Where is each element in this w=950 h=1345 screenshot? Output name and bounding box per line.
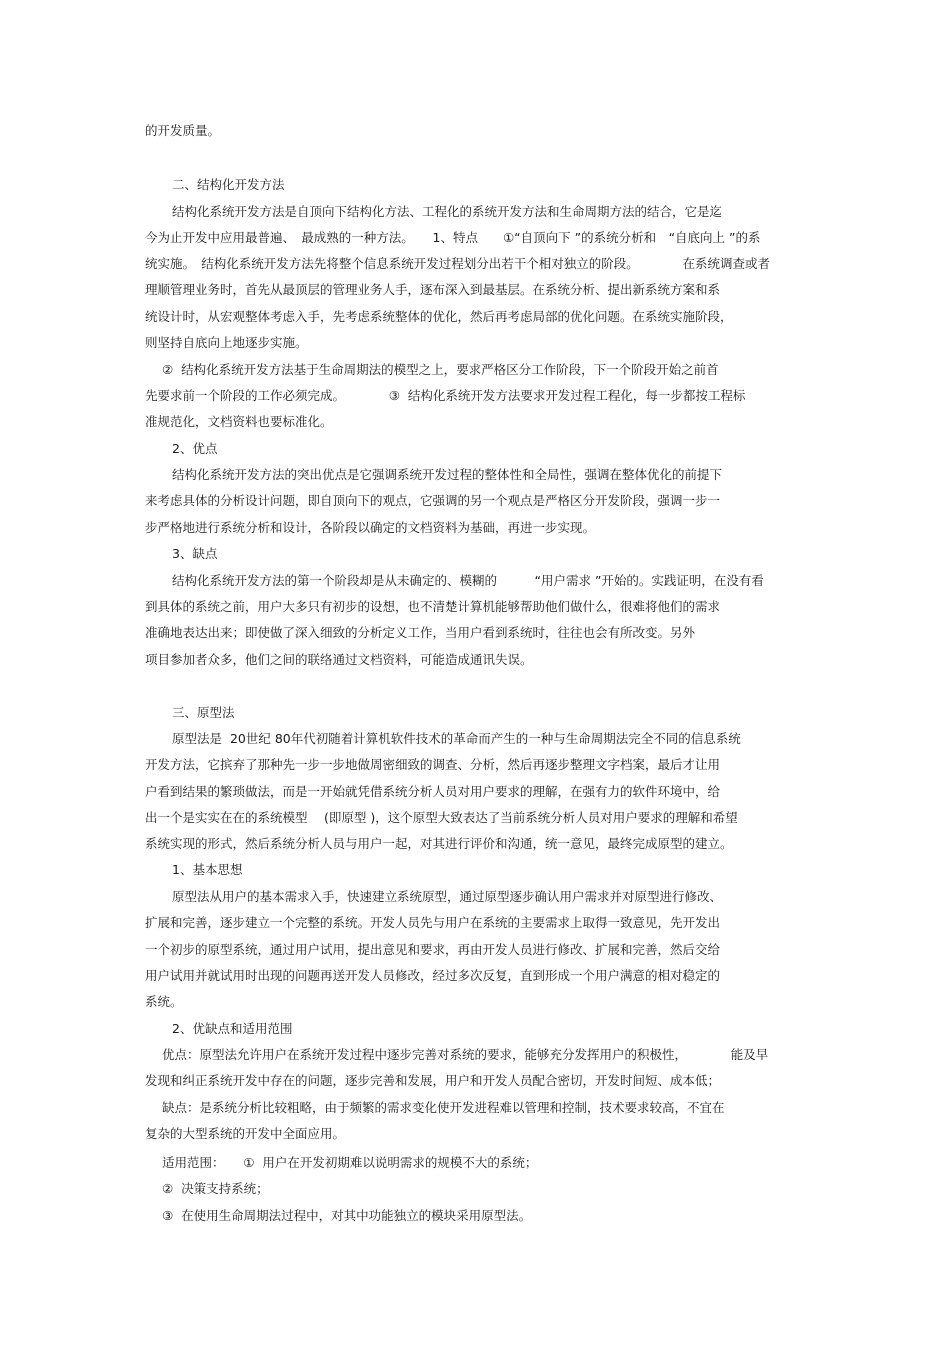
paragraph-line: 原型法是 20世纪 80年代初随着计算机软件技术的革命而产生的一种与生命周期法完全不同的信息系统 bbox=[172, 731, 741, 746]
paragraph-line: 户看到结果的繁琐做法，而是一开始就凭借系统分析人员对用户要求的理解，在强有力的软件环境中，给 bbox=[145, 784, 721, 799]
paragraph-line: 扩展和完善，逐步建立一个完整的系统。开发人员先与用户在系统的主要需求上取得一致意见，先开发出 bbox=[145, 915, 721, 930]
list-item: 适用范围： ① 用户在开发初期难以说明需求的规模不大的系统； bbox=[162, 1155, 538, 1170]
paragraph-line: 优点：原型法允许用户在系统开发过程中逐步完善对系统的要求，能够充分发挥用户的积极性， 能及早 bbox=[162, 1047, 769, 1062]
paragraph-line: 的开发质量。 bbox=[145, 123, 221, 138]
paragraph-line: 发现和纠正系统开发中存在的问题，逐步完善和发展，用户和开发人员配合密切，开发时间短、成本低； bbox=[145, 1073, 721, 1088]
paragraph-line: 结构化系统开发方法的第一个阶段却是从未确定的、模糊的 “用户需求 ”开始的。实践证明，在没有看 bbox=[172, 573, 764, 588]
paragraph-line: 结构化系统开发方法是自顶向下结构化方法、工程化的系统开发方法和生命周期方法的结合，它是迄 bbox=[172, 204, 723, 219]
subsection-heading: 3、缺点 bbox=[172, 546, 218, 561]
paragraph-line: 统实施。 结构化系统开发方法先将整个信息系统开发过程划分出若干个相对独立的阶段。 在系统调查或者 bbox=[145, 256, 771, 271]
paragraph-line: 一个初步的原型系统，通过用户试用，提出意见和要求，再由开发人员进行修改、扩展和完善，然后交给 bbox=[145, 942, 721, 957]
paragraph-line: 理顺管理业务时，首先从最顶层的管理业务人手，逐布深入到最基层。在系统分析、提出新系统方案和系 bbox=[145, 282, 721, 297]
subsection-heading: 2、优点 bbox=[172, 441, 218, 456]
paragraph-line: ② 结构化系统开发方法基于生命周期法的模型之上，要求严格区分工作阶段，下一个阶段开始之前首 bbox=[162, 362, 719, 377]
subsection-heading: 2、优缺点和适用范围 bbox=[172, 1021, 293, 1036]
paragraph-line: 结构化系统开发方法的突出优点是它强调系统开发过程的整体性和全局性，强调在整体优化的前提下 bbox=[172, 467, 723, 482]
paragraph-line: 今为止开发中应用最普遍、 最成熟的一种方法。 1、特点 ①“自顶向下 ”的系统分析和 “自底向上 ”的系 bbox=[145, 230, 761, 245]
paragraph-line: 统设计时，从宏观整体考虑入手，先考虑系统整体的优化，然后再考虑局部的优化问题。在系统实施阶段， bbox=[145, 309, 733, 324]
paragraph-line: 系统实现的形式，然后系统分析人员与用户一起，对其进行评价和沟通，统一意见，最终完成原型的建立。 bbox=[145, 836, 733, 851]
subsection-heading: 1、基本思想 bbox=[172, 862, 243, 877]
paragraph-line: 开发方法，它摈弃了那种先一步一步地做周密细致的调查、分析，然后再逐步整理文字档案，最后才让用 bbox=[145, 757, 721, 772]
list-item: ② 决策支持系统； bbox=[162, 1181, 269, 1196]
paragraph-line: 出一个是实实在在的系统模型 (即原型 )，这个原型大致表达了当前系统分析人员对用户要求的理解和希望 bbox=[145, 810, 738, 825]
paragraph-line: 步严格地进行系统分析和设计，各阶段以确定的文档资料为基础，再进一步实现。 bbox=[145, 520, 596, 535]
paragraph-line: 项目参加者众多，他们之间的联络通过文档资料，可能造成通讯失误。 bbox=[145, 652, 533, 667]
paragraph-line: 准确地表达出来；即使做了深入细致的分析定义工作，当用户看到系统时，往往也会有所改变。另外 bbox=[145, 625, 696, 640]
paragraph-line: 复杂的大型系统的开发中全面应用。 bbox=[145, 1126, 346, 1141]
list-item: ③ 在使用生命周期法过程中，对其中功能独立的模块采用原型法。 bbox=[162, 1208, 532, 1223]
paragraph-line: 则坚持自底向上地逐步实施。 bbox=[145, 335, 308, 350]
section-heading: 三、原型法 bbox=[172, 705, 235, 720]
paragraph-line: 到具体的系统之前，用户大多只有初步的设想，也不清楚计算机能够帮助他们做什么，很难将他们的需求 bbox=[145, 599, 721, 614]
paragraph-line: 缺点：是系统分析比较粗略，由于频繁的需求变化使开发进程难以管理和控制，技术要求较高，不宜在 bbox=[162, 1100, 725, 1115]
section-heading: 二、结构化开发方法 bbox=[172, 177, 285, 192]
paragraph-line: 来考虑具体的分析设计问题，即自顶向下的观点，它强调的另一个观点是严格区分开发阶段，强调一步一 bbox=[145, 493, 721, 508]
paragraph-line: 系统。 bbox=[145, 994, 183, 1009]
paragraph-line: 准规范化，文档资料也要标准化。 bbox=[145, 414, 333, 429]
paragraph-line: 用户试用并就试用时出现的问题再送开发人员修改，经过多次反复，直到形成一个用户满意的相对稳定的 bbox=[145, 968, 721, 983]
paragraph-line: 原型法从用户的基本需求入手，快速建立系统原型，通过原型逐步确认用户需求并对原型进行修改、 bbox=[172, 889, 723, 904]
paragraph-line: 先要求前一个阶段的工作必须完成。 ③ 结构化系统开发方法要求开发过程工程化，每一步都按工程标 bbox=[145, 388, 746, 403]
